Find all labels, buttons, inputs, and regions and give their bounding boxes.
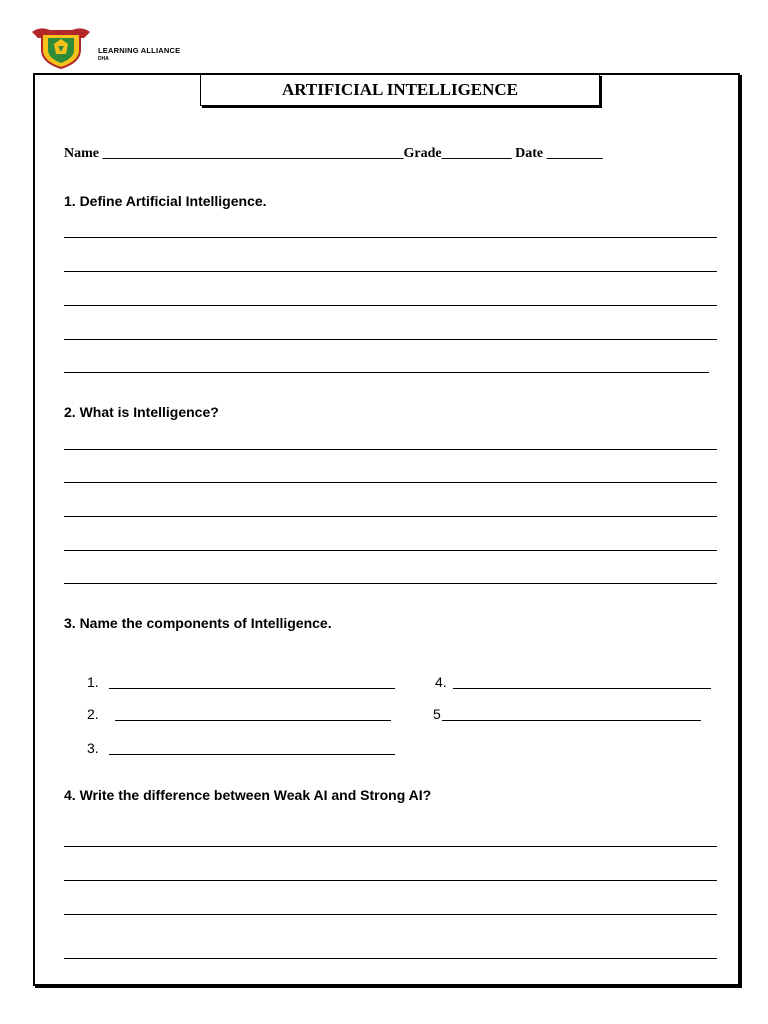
answer-line[interactable] (64, 449, 717, 450)
answer-line[interactable] (64, 339, 717, 340)
component-label-2: 2. (87, 706, 99, 722)
school-name: LEARNING ALLIANCE (98, 46, 181, 55)
question-4: 4. Write the difference between Weak AI and Strong AI? (64, 787, 432, 803)
answer-line[interactable] (64, 482, 717, 483)
component-label-5: 5 (433, 706, 441, 722)
answer-line[interactable] (64, 958, 717, 959)
crest-icon (30, 24, 92, 70)
question-2: 2. What is Intelligence? (64, 404, 219, 420)
component-answer-3[interactable] (109, 754, 395, 755)
component-label-1: 1. (87, 674, 99, 690)
answer-line[interactable] (64, 372, 709, 373)
question-1: 1. Define Artificial Intelligence. (64, 193, 267, 209)
answer-line[interactable] (64, 914, 717, 915)
answer-line[interactable] (64, 516, 717, 517)
worksheet-frame (33, 73, 740, 986)
answer-line[interactable] (64, 237, 717, 238)
answer-line[interactable] (64, 846, 717, 847)
component-label-3: 3. (87, 740, 99, 756)
student-info-row: Name ___________________________________________Grade__________ Date ________ (64, 146, 603, 161)
component-answer-5[interactable] (442, 720, 701, 721)
component-answer-1[interactable] (109, 688, 395, 689)
answer-line[interactable] (64, 880, 717, 881)
component-label-4: 4. (435, 674, 447, 690)
worksheet-title: ARTIFICIAL INTELLIGENCE (281, 80, 519, 99)
school-branch: DHA (98, 56, 109, 62)
answer-line[interactable] (64, 305, 717, 306)
question-3: 3. Name the components of Intelligence. (64, 615, 332, 631)
answer-line[interactable] (64, 583, 717, 584)
component-answer-2[interactable] (115, 720, 391, 721)
title-box (200, 74, 600, 106)
school-logo (30, 24, 180, 70)
answer-line[interactable] (64, 550, 717, 551)
component-answer-4[interactable] (453, 688, 711, 689)
answer-line[interactable] (64, 271, 717, 272)
